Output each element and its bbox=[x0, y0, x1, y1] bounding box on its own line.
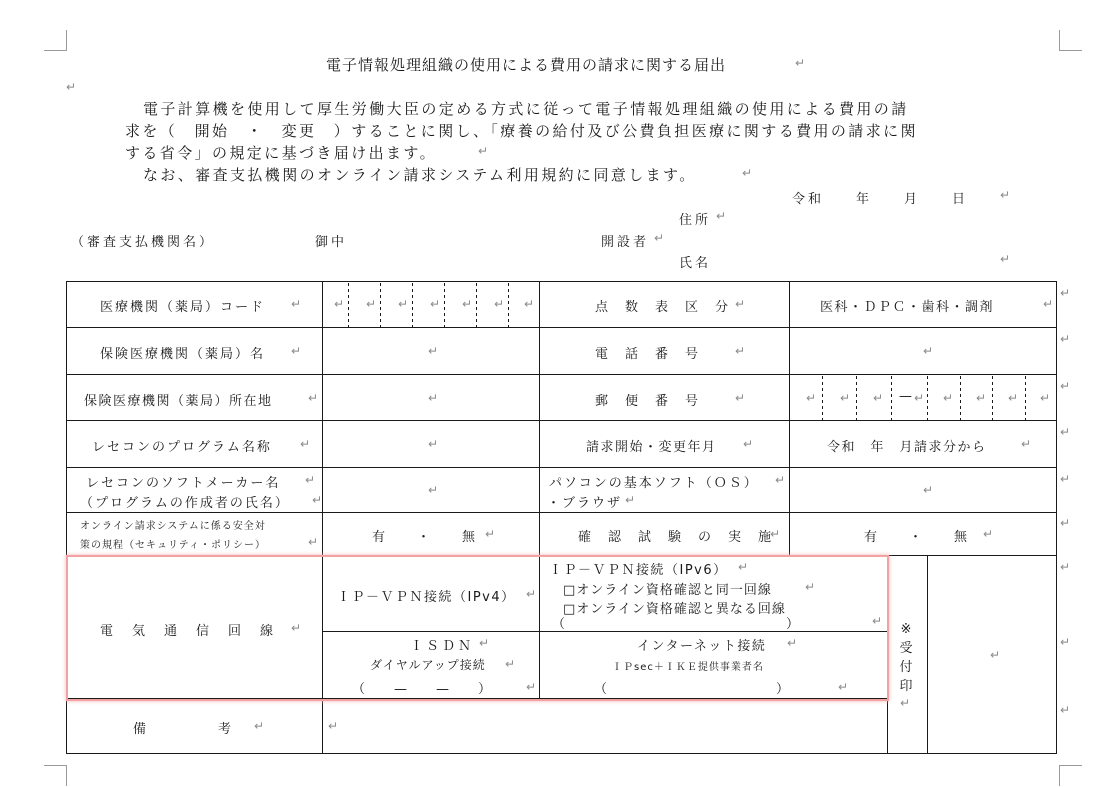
code-digit-cell[interactable]: ↵ bbox=[462, 297, 473, 311]
founder-label: 開設者 bbox=[601, 235, 650, 250]
paragraph-mark: ↵ bbox=[795, 56, 806, 70]
row-end-mark: ↵ bbox=[1060, 560, 1071, 574]
paragraph-mark: ↵ bbox=[305, 473, 316, 487]
paragraph-mark: ↵ bbox=[838, 680, 849, 694]
row-end-mark: ↵ bbox=[1060, 286, 1071, 300]
paragraph-mark: ↵ bbox=[716, 209, 727, 223]
same-line-checkbox[interactable]: □オンライン資格確認と同一回線 bbox=[563, 583, 772, 598]
paragraph-mark: ↵ bbox=[654, 231, 665, 245]
onchu-label: 御中 bbox=[315, 235, 348, 250]
isdn-number-field[interactable]: （ — — ） bbox=[352, 682, 493, 697]
code-digit-cell[interactable]: ↵ bbox=[398, 297, 409, 311]
paragraph-mark: ↵ bbox=[308, 535, 319, 549]
paragraph-mark: ↵ bbox=[738, 560, 749, 574]
paragraph-mark: ↵ bbox=[742, 166, 753, 180]
row-end-mark: ↵ bbox=[1060, 332, 1071, 346]
code-digit-cell[interactable]: ↵ bbox=[430, 297, 441, 311]
ipsec-provider-label: ＩＰsec＋ＩＫＥ提供事業者名 bbox=[612, 662, 764, 673]
row-end-mark: ↵ bbox=[1060, 635, 1071, 649]
row-end-mark: ↵ bbox=[1060, 379, 1071, 393]
paragraph-mark: ↵ bbox=[485, 527, 496, 541]
dialup-label: ダイヤルアップ接続 bbox=[370, 658, 486, 672]
paragraph-mark: ↵ bbox=[775, 473, 786, 487]
paragraph-mark: ↵ bbox=[1043, 297, 1054, 311]
billing-start-value: 令和 年 月請求分から bbox=[827, 440, 987, 455]
ipsec-provider-field[interactable]: （ ） bbox=[594, 682, 791, 697]
agreement-line: なお、審査支払機関のオンライン請求システム利用規約に同意します。 bbox=[143, 166, 697, 184]
code-digit-cell[interactable]: ↵ bbox=[334, 297, 345, 311]
software-maker-label: レセコンのソフトメーカー名 bbox=[86, 476, 281, 491]
reception-stamp-area[interactable]: ↵ bbox=[990, 648, 1001, 662]
paragraph-mark: ↵ bbox=[308, 391, 319, 405]
security-policy-yes-no[interactable]: 有 ・ 無 bbox=[372, 530, 478, 545]
medical-code-label: 医療機関（薬局）コード bbox=[100, 300, 266, 315]
internet-option[interactable]: インターネット接続 bbox=[637, 639, 767, 654]
code-digit-cell[interactable]: ↵ bbox=[524, 297, 535, 311]
paragraph-mark: ↵ bbox=[479, 636, 490, 650]
phone-label: 電 話 番 号 bbox=[595, 347, 701, 362]
exam-org-label: （審査支払機関名） bbox=[71, 235, 216, 250]
address-label: 住所 bbox=[679, 213, 712, 228]
postal-digit-cell[interactable]: ↵ bbox=[840, 391, 851, 405]
postal-digit-cell[interactable]: ↵ bbox=[976, 391, 987, 405]
name-label: 氏名 bbox=[679, 256, 712, 271]
row-end-mark: ↵ bbox=[1060, 472, 1071, 486]
score-table-options: 医科・ＤＰＣ・歯科・調剤 bbox=[820, 300, 995, 315]
paragraph-mark: ↵ bbox=[735, 297, 746, 311]
institution-address-field[interactable]: ↵ bbox=[428, 391, 439, 405]
date-line: 令和 年 月 日 bbox=[792, 192, 969, 207]
row-end-mark: ↵ bbox=[1060, 516, 1071, 530]
browser-label: ・ブラウザ bbox=[547, 496, 623, 511]
verification-test-yes-no[interactable]: 有 ・ 無 bbox=[864, 530, 970, 545]
document-title: 電子情報処理組織の使用による費用の請求に関する届出 bbox=[326, 56, 727, 74]
paragraph-mark: ↵ bbox=[291, 297, 302, 311]
paragraph-mark: ↵ bbox=[625, 493, 636, 507]
paragraph-mark: ↵ bbox=[787, 636, 798, 650]
postal-digit-cell[interactable]: ↵ bbox=[914, 391, 925, 405]
telecom-line-label: 電 気 通 信 回 線 bbox=[100, 624, 277, 639]
ipvpn-ipv4-option[interactable]: ＩＰ－ＶＰＮ接続（IPv4） bbox=[337, 590, 516, 605]
postal-digit-cell[interactable]: ↵ bbox=[943, 391, 954, 405]
security-policy-label-2: 策の規程（セキュリティ・ポリシー） bbox=[80, 540, 266, 551]
paragraph-mark: ↵ bbox=[983, 527, 994, 541]
ipvpn-ipv6-option[interactable]: ＩＰ－ＶＰＮ接続（IPv6） bbox=[549, 563, 728, 578]
paragraph-mark: ↵ bbox=[478, 144, 489, 158]
reception-stamp-label: ※受付印 bbox=[899, 622, 913, 694]
paragraph-mark: ↵ bbox=[312, 493, 323, 507]
software-author-label: （プログラムの作成者の氏名） bbox=[80, 496, 290, 511]
code-digit-cell[interactable]: ↵ bbox=[494, 297, 505, 311]
paragraph-mark: ↵ bbox=[805, 580, 816, 594]
os-label: パソコンの基本ソフト（ＯＳ） bbox=[549, 476, 759, 491]
verification-test-label: 確 認 試 験 の 実 施 bbox=[578, 530, 774, 545]
postal-digit-cell[interactable]: ↵ bbox=[806, 391, 817, 405]
intro-line-1: 電子計算機を使用して厚生労働大臣の定める方式に従って電子情報処理組織の使用による費用の請 bbox=[143, 100, 909, 118]
postal-code-label: 郵 便 番 号 bbox=[595, 394, 701, 409]
paragraph-mark: ↵ bbox=[1021, 437, 1032, 451]
paragraph-mark: ↵ bbox=[505, 657, 516, 671]
software-maker-field[interactable]: ↵ bbox=[428, 483, 439, 497]
paragraph-mark: ↵ bbox=[254, 719, 265, 733]
institution-address-label: 保険医療機関（薬局）所在地 bbox=[84, 394, 273, 409]
row-end-mark: ↵ bbox=[1060, 703, 1071, 717]
isdn-option[interactable]: ＩＳＤＮ bbox=[410, 639, 475, 654]
postal-dash: — bbox=[899, 389, 912, 404]
program-name-field[interactable]: ↵ bbox=[428, 437, 439, 451]
intro-line-2: 求を（ 開始 ・ 変更 ）することに関し、「療養の給付及び公費負担医療に関する費用の請求に関 bbox=[125, 122, 918, 140]
security-policy-label-1: オンライン請求システムに係る安全対 bbox=[80, 521, 266, 532]
code-digit-cell[interactable]: ↵ bbox=[366, 297, 377, 311]
remarks-label: 備 考 bbox=[133, 722, 236, 737]
paragraph-mark: ↵ bbox=[1000, 188, 1011, 202]
intro-line-3: する省令」の規定に基づき届け出ます。 bbox=[125, 144, 438, 162]
paragraph-mark: ↵ bbox=[1000, 252, 1011, 266]
paragraph-mark: ↵ bbox=[526, 587, 537, 601]
paragraph-mark: ↵ bbox=[300, 437, 311, 451]
institution-name-field[interactable]: ↵ bbox=[428, 344, 439, 358]
phone-field[interactable]: ↵ bbox=[923, 344, 934, 358]
postal-digit-cell[interactable]: ↵ bbox=[873, 391, 884, 405]
paragraph-mark: ↵ bbox=[900, 696, 911, 710]
different-line-checkbox[interactable]: □オンライン資格確認と異なる回線 bbox=[563, 602, 786, 617]
paragraph-mark: ↵ bbox=[735, 344, 746, 358]
paragraph-mark: ↵ bbox=[291, 621, 302, 635]
paragraph-mark: ↵ bbox=[770, 527, 781, 541]
program-name-label: レセコンのプログラム名称 bbox=[92, 440, 272, 455]
postal-digit-cell[interactable]: ↵ bbox=[1040, 391, 1051, 405]
paragraph-mark: ↵ bbox=[872, 614, 883, 628]
os-field[interactable]: ↵ bbox=[923, 483, 934, 497]
paragraph-mark: ↵ bbox=[743, 437, 754, 451]
remarks-field[interactable]: ↵ bbox=[328, 719, 339, 733]
row-end-mark: ↵ bbox=[1060, 425, 1071, 439]
billing-start-label: 請求開始・変更年月 bbox=[586, 440, 717, 455]
postal-digit-cell[interactable]: ↵ bbox=[1008, 391, 1019, 405]
institution-name-label: 保険医療機関（薬局）名 bbox=[100, 347, 266, 362]
paragraph-mark: ↵ bbox=[291, 344, 302, 358]
paragraph-mark: ↵ bbox=[526, 680, 537, 694]
paragraph-mark: ↵ bbox=[735, 391, 746, 405]
paragraph-mark: ↵ bbox=[66, 80, 77, 94]
score-table-label: 点 数 表 区 分 bbox=[595, 300, 731, 315]
ipv6-provider-field[interactable]: （ ） bbox=[552, 617, 800, 632]
